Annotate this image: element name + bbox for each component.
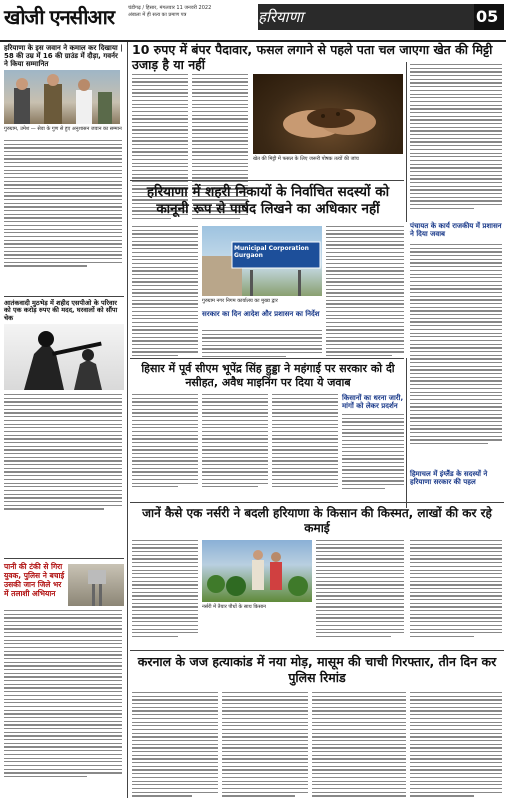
nursery-plants-art xyxy=(202,540,312,602)
soil-hands-art xyxy=(253,74,403,154)
karnal-headline: करनाल के जज हत्याकांड में नया मोड़, मासूम की चाची गिरफ्तार, तीन दिन कर पुलिस रिमांड xyxy=(137,654,497,685)
section-title: हरियाणा xyxy=(258,8,304,26)
right-col-body-2 xyxy=(410,244,502,447)
left-divider-1 xyxy=(4,296,124,297)
lead-sub-body xyxy=(202,330,322,360)
ceremony-photo xyxy=(4,70,120,124)
left-top-caption: गुरुग्राम, उमेश — सेवा के गुण से हुए अनुशासन जवान का सम्मान xyxy=(4,126,122,132)
right-col-headline-2: हिमाचल में इंग्लैंड के सदस्यों ने हरियाणा सरकार की पहल xyxy=(410,470,488,486)
left-bottom-body xyxy=(4,610,122,780)
hooda-headline: हिसार में पूर्व सीएम भूपेंद्र सिंह हुड्डा ने महंगाई पर सरकार को दी नसीहत, अवैध माइनिंग पर दिया ये जवाब xyxy=(141,362,395,389)
soldier-photo xyxy=(4,324,124,390)
page-number: 05 xyxy=(476,7,499,26)
left-divider-2 xyxy=(4,558,124,559)
municipal-office-photo xyxy=(202,226,322,296)
soil-photo-caption: खेत की मिट्टी में फसल के लिए जरूरी पोषक तत्वों की जांच xyxy=(253,156,359,162)
date-line-1: चंडीगढ़ / हिसार, मंगलवार 11 जनवरी 2022 xyxy=(128,5,212,11)
karnal-rule-top xyxy=(130,650,504,651)
water-tank-art xyxy=(68,564,124,606)
right-col-headline-1: पंचायत के कार्य राजकीय में प्रशासन ने दिया जवाब xyxy=(410,222,502,238)
karnal-body-col-2 xyxy=(222,692,308,799)
nursery-caption: नर्सरी में तैयार पौधों के साथ किसान xyxy=(202,604,266,610)
tank-photo xyxy=(68,564,124,606)
top-banner-headline: 10 रुपए में बंपर पैदावार, फसल लगाने से पहले पता चल जाएगा खेत की मिट्टी उजाड़ है या नहीं xyxy=(132,42,493,72)
masthead: खोजी एनसीआर xyxy=(4,5,115,29)
municipal-sign-art xyxy=(202,226,322,296)
karnal-body-col-3 xyxy=(312,692,406,799)
lead-sub-headline: सरकार का दिन आदेश और प्रशासन का निर्देश xyxy=(202,310,320,318)
ceremony-photo-art xyxy=(4,70,120,124)
nursery-photo xyxy=(202,540,312,602)
lead-caption: गुरुग्राम नगर निगम कार्यालय का मुख्य द्वार xyxy=(202,298,278,304)
column-rule-right-top xyxy=(406,62,407,222)
municipal-sign-text: Municipal Corporation Gurgaon xyxy=(234,245,309,259)
karnal-body-col-4 xyxy=(410,692,502,799)
left-top-body xyxy=(4,140,122,269)
hooda-rule-top xyxy=(130,358,404,359)
lead-body-col-1 xyxy=(132,226,198,359)
column-rule-right-mid xyxy=(406,358,407,508)
nursery-body-col-4 xyxy=(410,540,502,640)
lead-rule-top xyxy=(130,180,404,181)
soldier-silhouette xyxy=(4,324,124,390)
karnal-body-col-1 xyxy=(132,692,218,799)
date-line xyxy=(128,5,211,19)
date-line-2: अंबाला में ही सत्य का प्रमाण पत्र xyxy=(128,12,187,18)
nursery-rule-top xyxy=(130,502,504,503)
right-col-body-1 xyxy=(410,64,502,212)
nursery-body-col-3 xyxy=(316,540,404,640)
column-rule-left xyxy=(127,42,128,798)
lead-body-col-3 xyxy=(326,226,404,359)
soil-hands-photo xyxy=(253,74,403,154)
hooda-sub-headline: किसानों का धरना जारी, मांगों को लेकर प्रदर्शन xyxy=(342,394,404,410)
hooda-body-col-3 xyxy=(272,394,338,490)
left-mid-headline: आतंकवादी मुठभेड़ में शहीद एसपीओ के परिवार को एक करोड़ रुपए की मदद, घरवालों को सौंपा चेक xyxy=(4,299,118,322)
nursery-headline: जानें कैसे एक नर्सरी ने बदली हरियाणा के किसान की किस्मत, लाखों की कर रहे कमाई xyxy=(142,506,492,535)
hooda-body-col-2 xyxy=(202,394,268,490)
left-mid-body xyxy=(4,394,122,512)
left-bottom-headline: पानी की टंकी से गिरा युवक, पुलिस ने बचाई उसकी जान जिले भर में तलाशी अभियान xyxy=(4,562,65,598)
left-top-headline: हरियाणा के इस जवान ने कमाल कर दिखाया | 58 की उम्र में 16 की ग्राउंड में दौड़ा, गवर्नर ने किया सम्मानित xyxy=(4,44,123,69)
hooda-body-col-4 xyxy=(342,414,404,491)
hooda-body-col-1 xyxy=(132,394,198,490)
nursery-body-col-1 xyxy=(132,540,198,640)
lead-headline: हरियाणा में शहरी निकायों के निर्वाचित सदस्यों को कानूनी रूप से पार्षद लिखने का अधिकार नहीं xyxy=(146,184,390,217)
